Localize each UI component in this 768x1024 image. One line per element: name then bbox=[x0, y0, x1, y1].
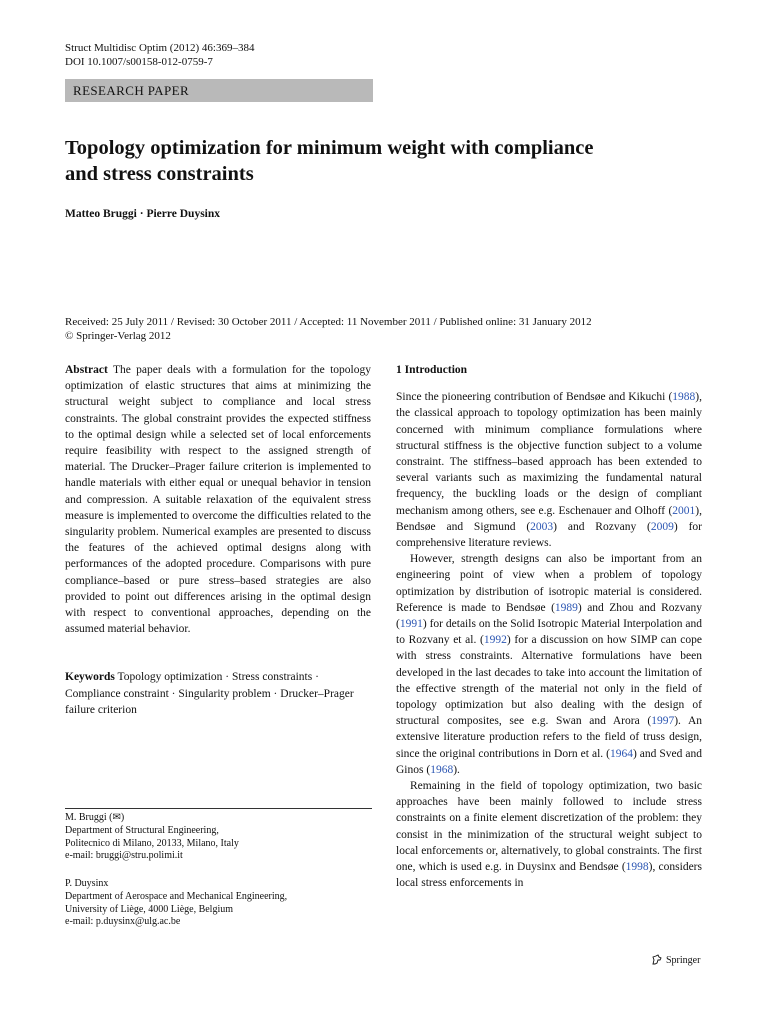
abstract-text: The paper deals with a formulation for the topology optimization of elastic structures that aims at minimizing the structural weight subject to compliance and local stress constraints. The global constraint provides the expected stiffness to the optimal design while a selected set of local enforcements require feasibility with respect to the assigned strength of material. The Drucker–Prager failure criterion is implemented to handle materials with either equal or unequal behavior in tension and compression. A suitable relaxation of the equivalent stress measure is implemented to overcome the difficulties related to the singularity problem. Numerical examples are presented to discuss the features of the achieved optimal designs along with performances of the adopted procedure. Comparisons with pure compliance–based or pure stress–based strategies are also provided to point out differences arising in the optimal design with respect to conventional approaches, depending on the assumed material behavior. bbox=[65, 364, 371, 636]
journal-info bbox=[65, 41, 254, 69]
keywords-block bbox=[65, 669, 371, 719]
citation-link[interactable]: 1968 bbox=[430, 763, 454, 776]
affiliation-bruggi bbox=[65, 812, 371, 863]
citation-link[interactable]: 1992 bbox=[483, 634, 507, 647]
affiliation-email: e-mail: p.duysinx@ulg.ac.be bbox=[65, 916, 181, 928]
citation-link[interactable]: 1997 bbox=[651, 715, 675, 728]
affiliation-org: Politecnico di Milano, 20133, Milano, Italy bbox=[65, 837, 239, 849]
introduction-section bbox=[396, 362, 702, 892]
affiliation-org: University of Liège, 4000 Liège, Belgium bbox=[65, 903, 234, 915]
citation-link[interactable]: 1988 bbox=[672, 391, 696, 404]
title-line-1: Topology optimization for minimum weight with compliance bbox=[65, 137, 594, 159]
publisher-name: Springer bbox=[666, 954, 701, 966]
abstract-block bbox=[65, 362, 371, 637]
publication-history bbox=[65, 315, 592, 343]
intro-paragraph-2: However, strength designs can also be important from an engineering point of view when a problem of topology optimization by distribution of isotropic material is considered. Reference is made to Bendsøe (1989) and Zhou and Rozvany (1991) for details on the Solid Isotropic Material Interpolation and to Rozvany et al. (1992) for a discussion on how SIMP can cope with stress constraints. Alternative formulations have been developed in the last decades to take into account the limitation of the effective strength of the material not only in the field of topology optimization but also dealing with the design of structural composites, see e.g. Swan and Arora (1997). An extensive literature production refers to the field of truss design, since the original contributions in Dorn et al. (1964) and Sved and Ginos (1968). bbox=[396, 553, 702, 776]
citation-link[interactable]: 2009 bbox=[650, 520, 674, 533]
dates-line: Received: 25 July 2011 / Revised: 30 October 2011 / Accepted: 11 November 2011 / Published online: 31 January 2012 bbox=[65, 316, 592, 328]
citation-link[interactable]: 1991 bbox=[399, 618, 423, 631]
intro-paragraph-1: Since the pioneering contribution of Bendsøe and Kikuchi (1988), the classical approach to topology optimization has been mainly concerned with minimum compliance formulations where structural stiffness is the objective function subject to a volume constraint. The stiffness–based approach has been extended to several variants such as maximizing the fundamental natural frequency, the buckling loads or the design of compliant mechanism among others, see e.g. Eschenauer and Olhoff (2001), Bendsøe and Sigmund (2003) and Rozvany (2009) for comprehensive literature reviews. bbox=[396, 391, 702, 550]
intro-paragraph-3: Remaining in the field of topology optimization, two basic approaches have been mainly followed to include stress constraints on a finite element discretization of the problem: they consist in the minimization of the structural weight subject to local enforcements or, alternatively, to global constraints. The first one, which is used e.g. in Duysinx and Bendsøe (1998), considers local stress enforcements in bbox=[396, 780, 702, 890]
affiliation-name: M. Bruggi (✉) bbox=[65, 812, 125, 823]
section-heading: 1 Introduction bbox=[396, 364, 468, 376]
title-line-2: and stress constraints bbox=[65, 163, 254, 185]
springer-horse-icon bbox=[651, 954, 663, 966]
affiliation-dept: Department of Structural Engineering, bbox=[65, 824, 219, 836]
keywords-label: Keywords bbox=[65, 671, 115, 683]
affiliation-dept: Department of Aerospace and Mechanical Engineering, bbox=[65, 890, 288, 902]
mail-icon: (✉) bbox=[109, 812, 125, 823]
journal-citation: Struct Multidisc Optim (2012) 46:369–384 bbox=[65, 42, 255, 54]
copyright-line: © Springer-Verlag 2012 bbox=[65, 330, 171, 342]
publisher-logo bbox=[651, 954, 700, 966]
author-list: Matteo Bruggi · Pierre Duysinx bbox=[65, 208, 221, 220]
abstract-label: Abstract bbox=[65, 364, 108, 376]
citation-link[interactable]: 1998 bbox=[625, 861, 649, 874]
citation-link[interactable]: 1964 bbox=[609, 747, 633, 760]
keywords-text: Topology optimization · Stress constraints · Compliance constraint · Singularity problem · Drucker–Prager failure criterion bbox=[65, 671, 354, 716]
paper-type-banner: RESEARCH PAPER bbox=[65, 79, 373, 102]
citation-link[interactable]: 2001 bbox=[672, 504, 696, 517]
citation-link[interactable]: 1989 bbox=[554, 601, 578, 614]
footnote-rule bbox=[65, 808, 372, 809]
affiliation-duysinx bbox=[65, 878, 371, 929]
affiliation-email: e-mail: bruggi@stru.polimi.it bbox=[65, 850, 183, 862]
paper-title bbox=[65, 135, 705, 187]
affiliation-name: P. Duysinx bbox=[65, 878, 109, 889]
doi: DOI 10.1007/s00158-012-0759-7 bbox=[65, 56, 213, 68]
citation-link[interactable]: 2003 bbox=[530, 520, 554, 533]
